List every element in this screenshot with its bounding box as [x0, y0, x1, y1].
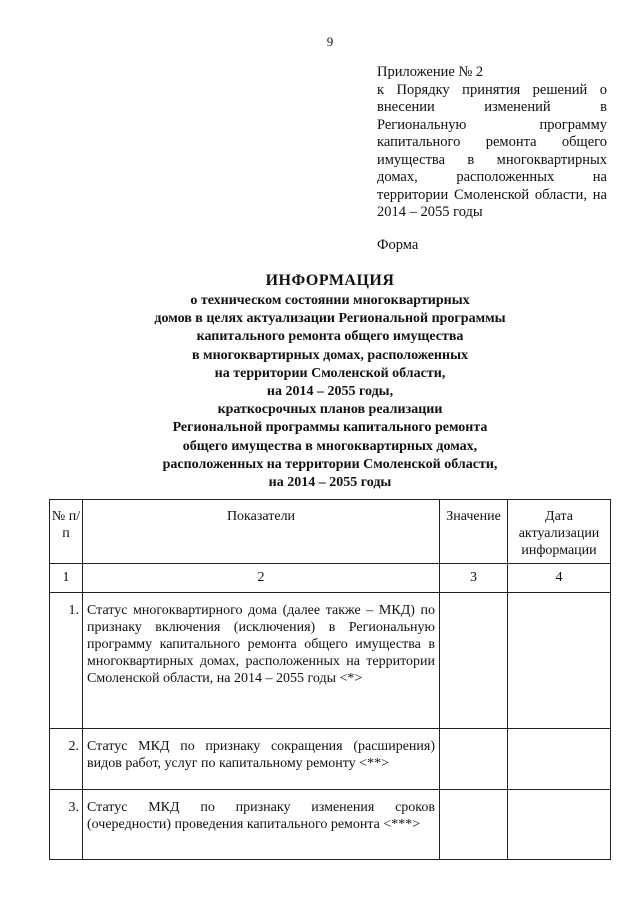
row-value-cell [440, 790, 508, 860]
column-index-cell: 2 [83, 564, 440, 593]
column-index-cell: 1 [50, 564, 83, 593]
header-num: № п/п [50, 500, 83, 564]
title-line: расположенных на территории Смоленской области, [162, 456, 498, 472]
row-num: 3. [50, 790, 83, 860]
header-indicators: Показатели [83, 500, 440, 564]
title-line: в многоквартирных домах, расположенных [191, 347, 468, 363]
title-line: краткосрочных планов реализации [217, 402, 443, 418]
column-index-cell: 3 [440, 564, 508, 593]
column-index-cell: 4 [508, 564, 611, 593]
row-value-cell [440, 729, 508, 790]
table-row [50, 790, 611, 860]
title-line: на 2014 – 2055 годы, [266, 384, 394, 400]
page-number: 9 [326, 34, 334, 49]
title-line: капитального ремонта общего имущества [196, 329, 464, 345]
appendix-title: Приложение № 2 [377, 64, 484, 80]
title-line: общего имущества в многоквартирных домах, [182, 438, 478, 454]
appendix-block [377, 64, 607, 222]
row-num: 1. [50, 593, 83, 729]
row-indicator: Статус многоквартирного дома (далее также – МКД) по признаку включения (исключения) в Региональную программу капитального ремонта общего имущества в многоквартирных домах, расположенных на территории Смоленской области, на 2014 – 2055 годы <*> [83, 593, 440, 729]
title-line: на 2014 – 2055 годы [268, 475, 392, 491]
title-line: о техническом состоянии многоквартирных [190, 293, 470, 308]
row-date-cell [508, 729, 611, 790]
title-main: ИНФОРМАЦИЯ [265, 272, 395, 289]
information-table [49, 499, 611, 860]
document-title [40, 272, 620, 492]
table-header-row [50, 500, 611, 564]
row-date-cell [508, 790, 611, 860]
title-line: домов в целях актуализации Региональной программы [154, 311, 506, 327]
table-row [50, 593, 611, 729]
appendix-body: к Порядку принятия решений о внесении изменений в Региональную программу капитального ремонта общего имущества в многоквартирных домах, расположенных на территории Смоленской области, на 2014 – 2055 годы [377, 81, 607, 220]
table-row [50, 729, 611, 790]
title-line: на территории Смоленской области, [214, 365, 446, 381]
form-label: Форма [377, 237, 419, 253]
row-num: 2. [50, 729, 83, 790]
row-date-cell [508, 593, 611, 729]
header-value: Значение [440, 500, 508, 564]
header-date: Дата актуализации информации [508, 500, 611, 564]
title-line: Региональной программы капитального ремонта [172, 420, 488, 436]
row-indicator: Статус МКД по признаку сокращения (расширения) видов работ, услуг по капитальному ремонту <**> [83, 729, 440, 790]
row-indicator: Статус МКД по признаку изменения сроков (очередности) проведения капитального ремонта <***> [83, 790, 440, 860]
row-value-cell [440, 593, 508, 729]
column-index-row [50, 564, 611, 593]
